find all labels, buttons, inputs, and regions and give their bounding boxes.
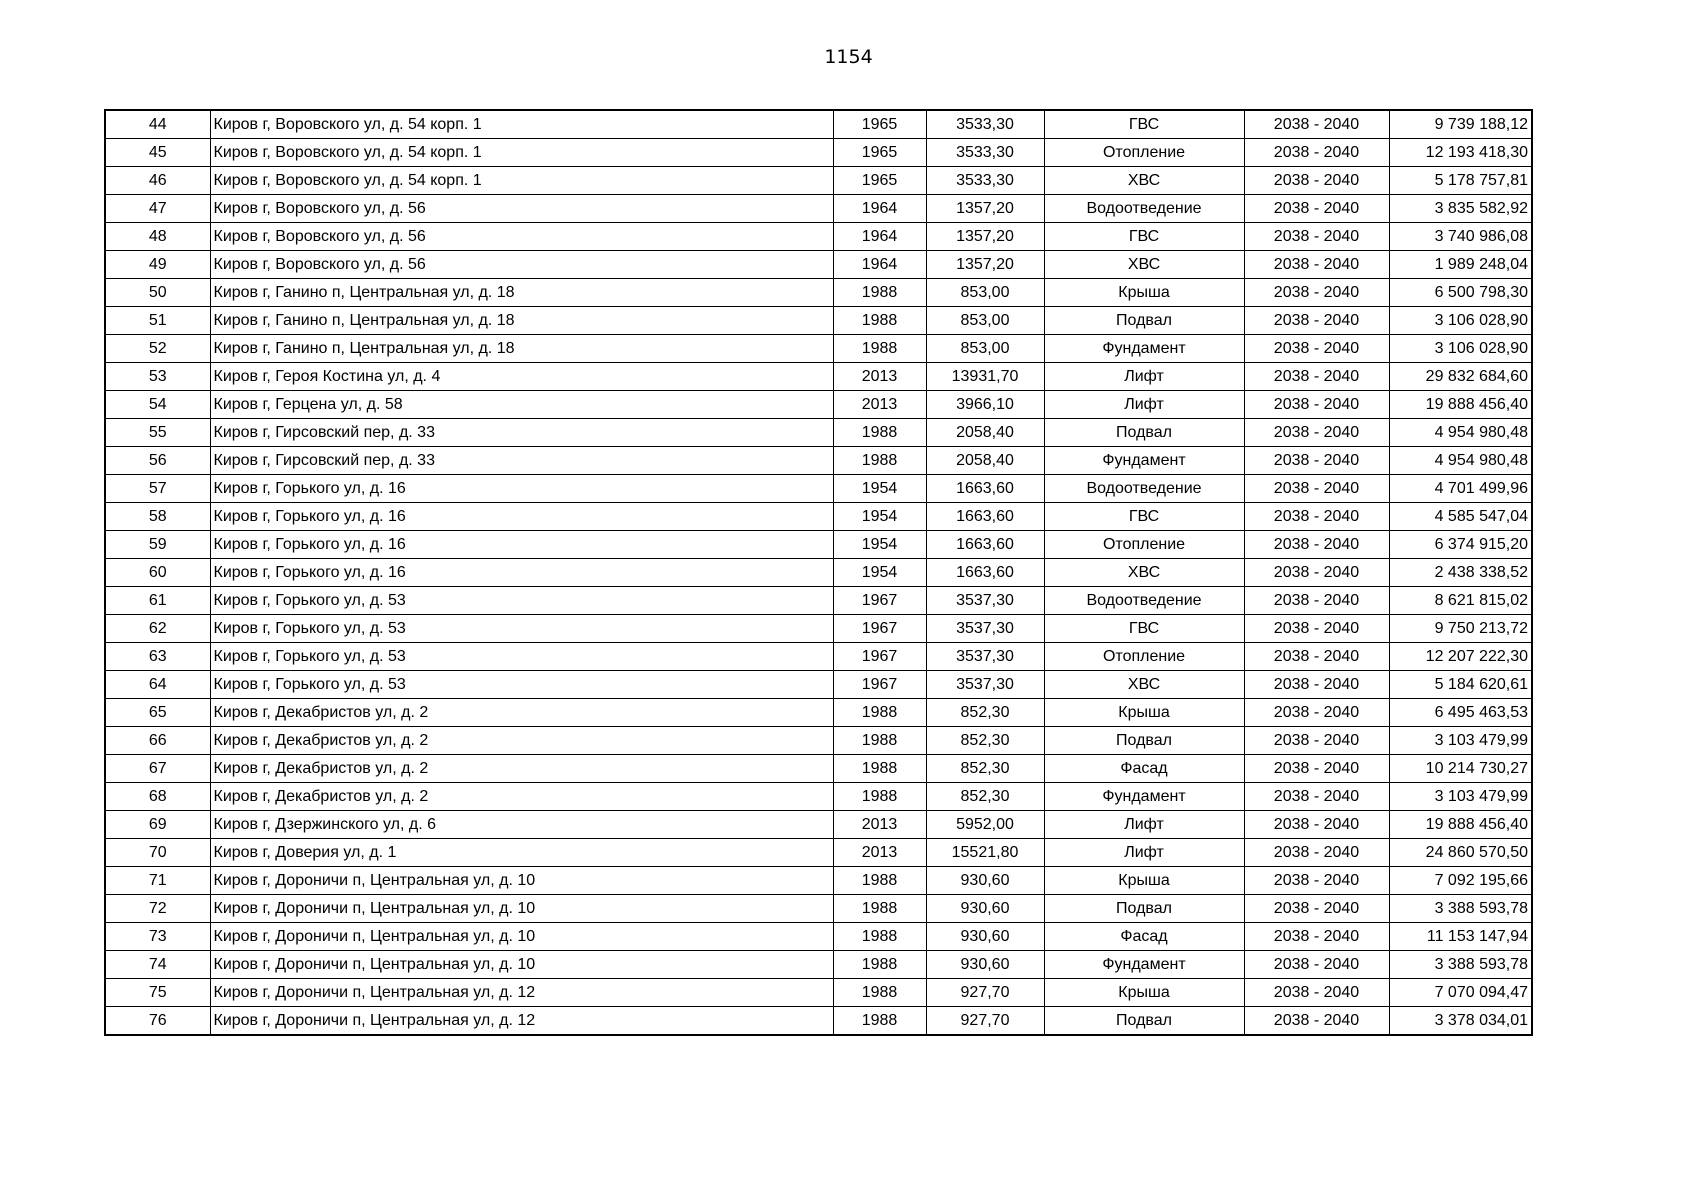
repair-type: ХВС <box>1044 167 1244 195</box>
building-address: Киров г, Воровского ул, д. 54 корп. 1 <box>210 167 833 195</box>
planned-period: 2038 - 2040 <box>1244 839 1389 867</box>
repair-type: ХВС <box>1044 251 1244 279</box>
row-number: 76 <box>105 1007 210 1036</box>
table-row <box>105 755 1532 783</box>
total-area: 1663,60 <box>926 559 1044 587</box>
row-number: 52 <box>105 335 210 363</box>
building-address: Киров г, Дороничи п, Центральная ул, д. 12 <box>210 1007 833 1036</box>
construction-year: 1967 <box>833 643 926 671</box>
total-area: 852,30 <box>926 699 1044 727</box>
building-address: Киров г, Декабристов ул, д. 2 <box>210 755 833 783</box>
construction-year: 1965 <box>833 167 926 195</box>
total-area: 927,70 <box>926 979 1044 1007</box>
building-address: Киров г, Декабристов ул, д. 2 <box>210 727 833 755</box>
construction-year: 1988 <box>833 979 926 1007</box>
table-row <box>105 419 1532 447</box>
planned-period: 2038 - 2040 <box>1244 699 1389 727</box>
planned-period: 2038 - 2040 <box>1244 223 1389 251</box>
repair-cost: 4 585 547,04 <box>1389 503 1532 531</box>
building-address: Киров г, Воровского ул, д. 56 <box>210 251 833 279</box>
repair-type: Фасад <box>1044 755 1244 783</box>
building-address: Киров г, Дороничи п, Центральная ул, д. 10 <box>210 867 833 895</box>
repair-type: Фундамент <box>1044 447 1244 475</box>
table-row <box>105 110 1532 139</box>
construction-year: 1988 <box>833 783 926 811</box>
total-area: 3537,30 <box>926 643 1044 671</box>
planned-period: 2038 - 2040 <box>1244 251 1389 279</box>
repair-type: Подвал <box>1044 895 1244 923</box>
planned-period: 2038 - 2040 <box>1244 895 1389 923</box>
repair-type: Фундамент <box>1044 335 1244 363</box>
table-row <box>105 811 1532 839</box>
repair-type: Крыша <box>1044 979 1244 1007</box>
row-number: 65 <box>105 699 210 727</box>
row-number: 74 <box>105 951 210 979</box>
repair-cost: 11 153 147,94 <box>1389 923 1532 951</box>
repair-type: ХВС <box>1044 671 1244 699</box>
repair-type: Фундамент <box>1044 783 1244 811</box>
row-number: 61 <box>105 587 210 615</box>
repair-cost: 3 106 028,90 <box>1389 307 1532 335</box>
row-number: 63 <box>105 643 210 671</box>
building-address: Киров г, Горького ул, д. 53 <box>210 587 833 615</box>
repair-type: Отопление <box>1044 139 1244 167</box>
total-area: 853,00 <box>926 335 1044 363</box>
repair-cost: 4 954 980,48 <box>1389 447 1532 475</box>
repair-cost: 29 832 684,60 <box>1389 363 1532 391</box>
page-number: 1154 <box>824 46 873 68</box>
table-row <box>105 979 1532 1007</box>
table-row <box>105 167 1532 195</box>
table-row <box>105 895 1532 923</box>
table-row <box>105 139 1532 167</box>
construction-year: 1954 <box>833 531 926 559</box>
total-area: 1663,60 <box>926 475 1044 503</box>
table-row <box>105 923 1532 951</box>
planned-period: 2038 - 2040 <box>1244 110 1389 139</box>
total-area: 1357,20 <box>926 195 1044 223</box>
table-row <box>105 475 1532 503</box>
total-area: 2058,40 <box>926 419 1044 447</box>
row-number: 73 <box>105 923 210 951</box>
repair-type: ГВС <box>1044 503 1244 531</box>
row-number: 57 <box>105 475 210 503</box>
table-row <box>105 363 1532 391</box>
total-area: 852,30 <box>926 727 1044 755</box>
table-row <box>105 951 1532 979</box>
table-row <box>105 251 1532 279</box>
repair-type: Лифт <box>1044 811 1244 839</box>
building-address: Киров г, Дзержинского ул, д. 6 <box>210 811 833 839</box>
construction-year: 1988 <box>833 867 926 895</box>
table-row <box>105 671 1532 699</box>
building-address: Киров г, Горького ул, д. 16 <box>210 559 833 587</box>
construction-year: 1967 <box>833 671 926 699</box>
construction-year: 1964 <box>833 195 926 223</box>
repair-type: Лифт <box>1044 363 1244 391</box>
total-area: 15521,80 <box>926 839 1044 867</box>
total-area: 930,60 <box>926 923 1044 951</box>
building-address: Киров г, Горького ул, д. 53 <box>210 615 833 643</box>
planned-period: 2038 - 2040 <box>1244 643 1389 671</box>
construction-year: 2013 <box>833 391 926 419</box>
building-address: Киров г, Доверия ул, д. 1 <box>210 839 833 867</box>
construction-year: 1988 <box>833 335 926 363</box>
repair-type: Крыша <box>1044 867 1244 895</box>
repair-schedule-table <box>104 109 1533 1036</box>
repair-cost: 5 178 757,81 <box>1389 167 1532 195</box>
total-area: 853,00 <box>926 307 1044 335</box>
table-row <box>105 699 1532 727</box>
row-number: 54 <box>105 391 210 419</box>
table-row <box>105 447 1532 475</box>
repair-cost: 4 701 499,96 <box>1389 475 1532 503</box>
construction-year: 1967 <box>833 615 926 643</box>
planned-period: 2038 - 2040 <box>1244 727 1389 755</box>
repair-cost: 7 070 094,47 <box>1389 979 1532 1007</box>
table-row <box>105 559 1532 587</box>
repair-cost: 10 214 730,27 <box>1389 755 1532 783</box>
planned-period: 2038 - 2040 <box>1244 531 1389 559</box>
building-address: Киров г, Дороничи п, Центральная ул, д. 12 <box>210 979 833 1007</box>
building-address: Киров г, Гирсовский пер, д. 33 <box>210 447 833 475</box>
total-area: 930,60 <box>926 951 1044 979</box>
table-row <box>105 727 1532 755</box>
construction-year: 1988 <box>833 307 926 335</box>
construction-year: 2013 <box>833 363 926 391</box>
building-address: Киров г, Горького ул, д. 16 <box>210 531 833 559</box>
table-body <box>105 110 1532 1035</box>
repair-type: Отопление <box>1044 531 1244 559</box>
building-address: Киров г, Декабристов ул, д. 2 <box>210 783 833 811</box>
planned-period: 2038 - 2040 <box>1244 503 1389 531</box>
building-address: Киров г, Горького ул, д. 16 <box>210 475 833 503</box>
row-number: 58 <box>105 503 210 531</box>
total-area: 930,60 <box>926 867 1044 895</box>
repair-cost: 7 092 195,66 <box>1389 867 1532 895</box>
repair-cost: 3 103 479,99 <box>1389 783 1532 811</box>
repair-cost: 9 739 188,12 <box>1389 110 1532 139</box>
building-address: Киров г, Дороничи п, Центральная ул, д. 10 <box>210 951 833 979</box>
table-row <box>105 587 1532 615</box>
planned-period: 2038 - 2040 <box>1244 559 1389 587</box>
row-number: 53 <box>105 363 210 391</box>
row-number: 59 <box>105 531 210 559</box>
row-number: 47 <box>105 195 210 223</box>
building-address: Киров г, Дороничи п, Центральная ул, д. 10 <box>210 923 833 951</box>
planned-period: 2038 - 2040 <box>1244 419 1389 447</box>
table-row <box>105 643 1532 671</box>
construction-year: 1954 <box>833 559 926 587</box>
construction-year: 1954 <box>833 503 926 531</box>
planned-period: 2038 - 2040 <box>1244 167 1389 195</box>
repair-type: ГВС <box>1044 615 1244 643</box>
row-number: 46 <box>105 167 210 195</box>
repair-cost: 3 378 034,01 <box>1389 1007 1532 1036</box>
planned-period: 2038 - 2040 <box>1244 979 1389 1007</box>
repair-cost: 12 193 418,30 <box>1389 139 1532 167</box>
table-row <box>105 391 1532 419</box>
construction-year: 1988 <box>833 895 926 923</box>
construction-year: 2013 <box>833 811 926 839</box>
total-area: 3533,30 <box>926 139 1044 167</box>
planned-period: 2038 - 2040 <box>1244 363 1389 391</box>
construction-year: 1964 <box>833 223 926 251</box>
planned-period: 2038 - 2040 <box>1244 279 1389 307</box>
planned-period: 2038 - 2040 <box>1244 139 1389 167</box>
row-number: 75 <box>105 979 210 1007</box>
total-area: 927,70 <box>926 1007 1044 1036</box>
repair-cost: 19 888 456,40 <box>1389 811 1532 839</box>
total-area: 930,60 <box>926 895 1044 923</box>
table-row <box>105 307 1532 335</box>
repair-type: Водоотведение <box>1044 195 1244 223</box>
construction-year: 1988 <box>833 727 926 755</box>
total-area: 853,00 <box>926 279 1044 307</box>
repair-type: Подвал <box>1044 1007 1244 1036</box>
planned-period: 2038 - 2040 <box>1244 587 1389 615</box>
construction-year: 1988 <box>833 279 926 307</box>
repair-type: Фундамент <box>1044 951 1244 979</box>
building-address: Киров г, Ганино п, Центральная ул, д. 18 <box>210 279 833 307</box>
row-number: 71 <box>105 867 210 895</box>
repair-cost: 3 388 593,78 <box>1389 951 1532 979</box>
total-area: 1663,60 <box>926 503 1044 531</box>
repair-cost: 3 106 028,90 <box>1389 335 1532 363</box>
repair-cost: 24 860 570,50 <box>1389 839 1532 867</box>
planned-period: 2038 - 2040 <box>1244 307 1389 335</box>
table-row <box>105 279 1532 307</box>
total-area: 13931,70 <box>926 363 1044 391</box>
construction-year: 1988 <box>833 447 926 475</box>
total-area: 1357,20 <box>926 223 1044 251</box>
planned-period: 2038 - 2040 <box>1244 671 1389 699</box>
repair-cost: 8 621 815,02 <box>1389 587 1532 615</box>
repair-type: Крыша <box>1044 699 1244 727</box>
planned-period: 2038 - 2040 <box>1244 755 1389 783</box>
building-address: Киров г, Ганино п, Центральная ул, д. 18 <box>210 335 833 363</box>
planned-period: 2038 - 2040 <box>1244 391 1389 419</box>
construction-year: 2013 <box>833 839 926 867</box>
repair-type: Подвал <box>1044 419 1244 447</box>
repair-type: Водоотведение <box>1044 587 1244 615</box>
total-area: 3537,30 <box>926 587 1044 615</box>
row-number: 72 <box>105 895 210 923</box>
row-number: 62 <box>105 615 210 643</box>
repair-cost: 3 740 986,08 <box>1389 223 1532 251</box>
construction-year: 1964 <box>833 251 926 279</box>
row-number: 48 <box>105 223 210 251</box>
planned-period: 2038 - 2040 <box>1244 811 1389 839</box>
building-address: Киров г, Воровского ул, д. 56 <box>210 195 833 223</box>
building-address: Киров г, Героя Костина ул, д. 4 <box>210 363 833 391</box>
table-row <box>105 531 1532 559</box>
building-address: Киров г, Ганино п, Центральная ул, д. 18 <box>210 307 833 335</box>
construction-year: 1988 <box>833 1007 926 1036</box>
construction-year: 1954 <box>833 475 926 503</box>
repair-cost: 4 954 980,48 <box>1389 419 1532 447</box>
repair-cost: 6 495 463,53 <box>1389 699 1532 727</box>
planned-period: 2038 - 2040 <box>1244 615 1389 643</box>
table-row <box>105 839 1532 867</box>
repair-type: Крыша <box>1044 279 1244 307</box>
repair-type: ГВС <box>1044 110 1244 139</box>
row-number: 44 <box>105 110 210 139</box>
planned-period: 2038 - 2040 <box>1244 783 1389 811</box>
repair-type: Водоотведение <box>1044 475 1244 503</box>
row-number: 50 <box>105 279 210 307</box>
total-area: 2058,40 <box>926 447 1044 475</box>
planned-period: 2038 - 2040 <box>1244 195 1389 223</box>
total-area: 852,30 <box>926 755 1044 783</box>
total-area: 1357,20 <box>926 251 1044 279</box>
construction-year: 1965 <box>833 139 926 167</box>
building-address: Киров г, Горького ул, д. 16 <box>210 503 833 531</box>
repair-cost: 3 835 582,92 <box>1389 195 1532 223</box>
construction-year: 1967 <box>833 587 926 615</box>
row-number: 45 <box>105 139 210 167</box>
repair-cost: 12 207 222,30 <box>1389 643 1532 671</box>
table-row <box>105 783 1532 811</box>
row-number: 51 <box>105 307 210 335</box>
table-row <box>105 867 1532 895</box>
construction-year: 1988 <box>833 951 926 979</box>
table-row <box>105 503 1532 531</box>
row-number: 49 <box>105 251 210 279</box>
building-address: Киров г, Воровского ул, д. 56 <box>210 223 833 251</box>
row-number: 56 <box>105 447 210 475</box>
row-number: 55 <box>105 419 210 447</box>
repair-cost: 1 989 248,04 <box>1389 251 1532 279</box>
planned-period: 2038 - 2040 <box>1244 447 1389 475</box>
table-row <box>105 1007 1532 1036</box>
repair-type: Подвал <box>1044 307 1244 335</box>
total-area: 3966,10 <box>926 391 1044 419</box>
construction-year: 1988 <box>833 755 926 783</box>
planned-period: 2038 - 2040 <box>1244 923 1389 951</box>
building-address: Киров г, Воровского ул, д. 54 корп. 1 <box>210 110 833 139</box>
row-number: 70 <box>105 839 210 867</box>
planned-period: 2038 - 2040 <box>1244 475 1389 503</box>
building-address: Киров г, Горького ул, д. 53 <box>210 643 833 671</box>
table-row <box>105 195 1532 223</box>
building-address: Киров г, Герцена ул, д. 58 <box>210 391 833 419</box>
repair-cost: 5 184 620,61 <box>1389 671 1532 699</box>
building-address: Киров г, Воровского ул, д. 54 корп. 1 <box>210 139 833 167</box>
total-area: 5952,00 <box>926 811 1044 839</box>
repair-cost: 2 438 338,52 <box>1389 559 1532 587</box>
planned-period: 2038 - 2040 <box>1244 867 1389 895</box>
construction-year: 1965 <box>833 110 926 139</box>
repair-cost: 19 888 456,40 <box>1389 391 1532 419</box>
table-row <box>105 223 1532 251</box>
building-address: Киров г, Дороничи п, Центральная ул, д. 10 <box>210 895 833 923</box>
construction-year: 1988 <box>833 419 926 447</box>
row-number: 66 <box>105 727 210 755</box>
table-row <box>105 335 1532 363</box>
repair-type: Подвал <box>1044 727 1244 755</box>
building-address: Киров г, Горького ул, д. 53 <box>210 671 833 699</box>
row-number: 67 <box>105 755 210 783</box>
repair-type: Лифт <box>1044 391 1244 419</box>
building-address: Киров г, Гирсовский пер, д. 33 <box>210 419 833 447</box>
repair-type: ГВС <box>1044 223 1244 251</box>
total-area: 3533,30 <box>926 167 1044 195</box>
repair-type: ХВС <box>1044 559 1244 587</box>
building-address: Киров г, Декабристов ул, д. 2 <box>210 699 833 727</box>
total-area: 1663,60 <box>926 531 1044 559</box>
planned-period: 2038 - 2040 <box>1244 951 1389 979</box>
row-number: 64 <box>105 671 210 699</box>
total-area: 3537,30 <box>926 671 1044 699</box>
repair-type: Фасад <box>1044 923 1244 951</box>
row-number: 60 <box>105 559 210 587</box>
repair-cost: 6 374 915,20 <box>1389 531 1532 559</box>
construction-year: 1988 <box>833 699 926 727</box>
row-number: 68 <box>105 783 210 811</box>
planned-period: 2038 - 2040 <box>1244 1007 1389 1036</box>
repair-cost: 3 388 593,78 <box>1389 895 1532 923</box>
table-row <box>105 615 1532 643</box>
repair-type: Отопление <box>1044 643 1244 671</box>
repair-type: Лифт <box>1044 839 1244 867</box>
row-number: 69 <box>105 811 210 839</box>
repair-cost: 3 103 479,99 <box>1389 727 1532 755</box>
construction-year: 1988 <box>833 923 926 951</box>
planned-period: 2038 - 2040 <box>1244 335 1389 363</box>
total-area: 3533,30 <box>926 110 1044 139</box>
total-area: 3537,30 <box>926 615 1044 643</box>
total-area: 852,30 <box>926 783 1044 811</box>
repair-cost: 6 500 798,30 <box>1389 279 1532 307</box>
repair-cost: 9 750 213,72 <box>1389 615 1532 643</box>
